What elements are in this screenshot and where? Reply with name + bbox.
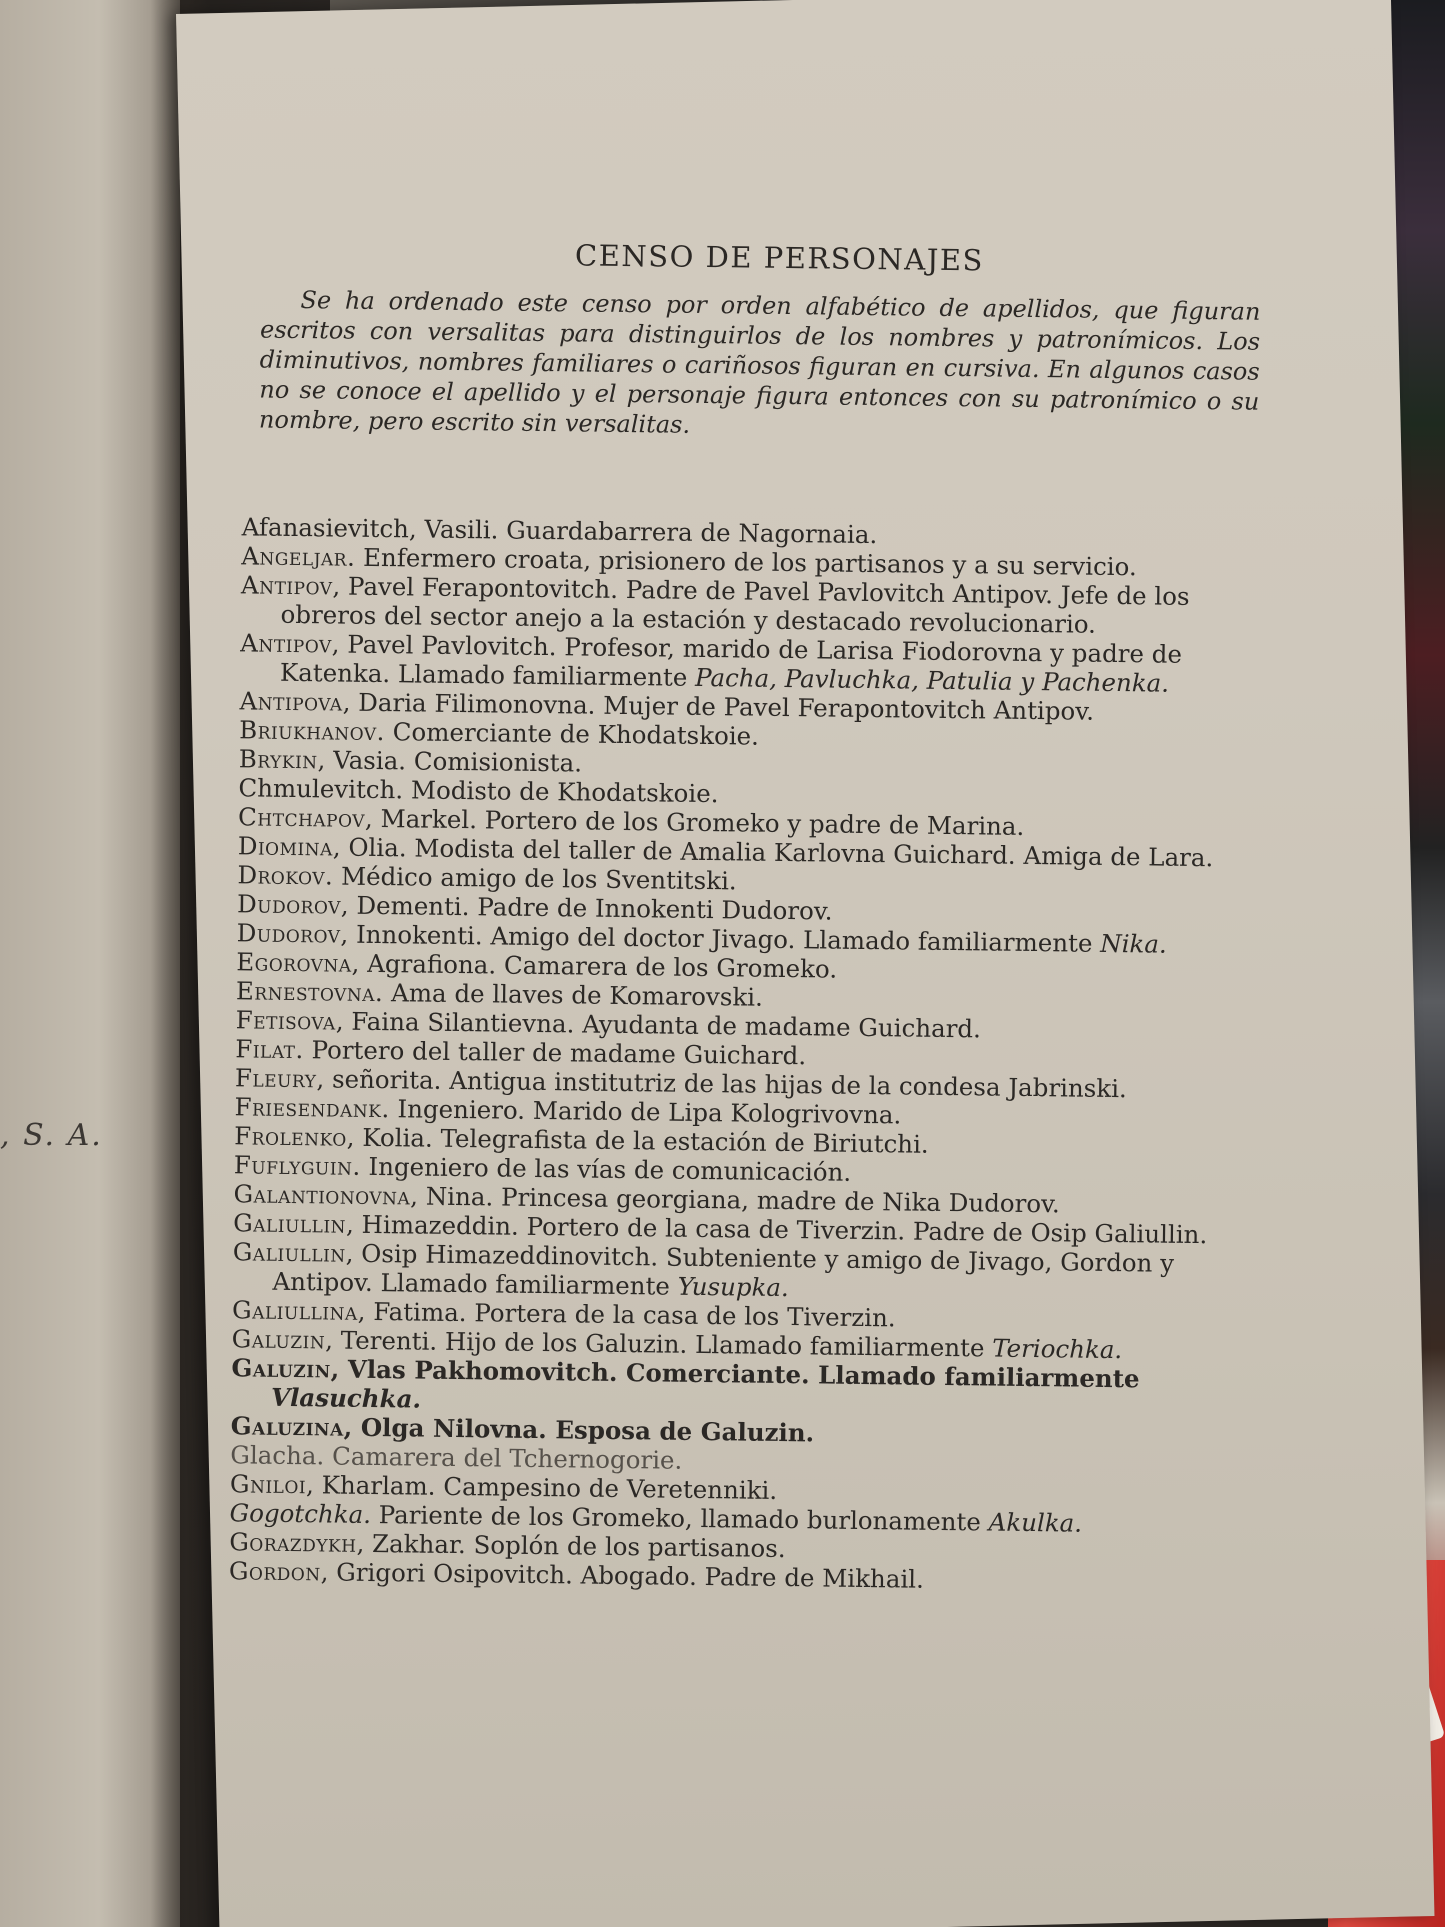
entry-surname: Angeljar. <box>241 541 356 572</box>
entry-name: , Markel. <box>364 803 478 835</box>
entry-surname: Galiullin <box>232 1237 346 1268</box>
entry-description: Modisto de Khodatskoie. <box>403 775 719 809</box>
entry-name: , Daria Filimonovna. <box>342 687 596 720</box>
entry-surname: Gordon <box>228 1556 321 1587</box>
entry-description: Campesino de Veretenniki. <box>435 1471 778 1505</box>
entry-nickname: Vlasuchka. <box>270 1382 422 1414</box>
entry-italic-name: Gogotchka. <box>229 1498 372 1529</box>
entry-name: , Faina Silantievna. <box>335 1006 575 1039</box>
entry-description: Enfermero croata, prisionero de los partisanos y a su servicio. <box>355 542 1137 582</box>
entry-surname: Gorazdykh <box>229 1527 357 1558</box>
entry-name: Glacha. <box>230 1440 325 1471</box>
entry-surname: Briukhanov. <box>239 715 386 747</box>
entry-name: , Innokenti. <box>340 919 483 951</box>
entry-name: , Olia. <box>332 832 407 863</box>
entry-surname: Antipova <box>239 686 343 717</box>
entry-description: Comerciante de Khodatskoie. <box>384 717 760 751</box>
character-list <box>229 512 1242 1597</box>
entry-description: Soplón de los partisanos. <box>465 1530 786 1564</box>
entry-description: Médico amigo de los Sventitski. <box>333 861 737 896</box>
page-title: CENSO DE PERSONAJES <box>574 238 985 278</box>
entry-surname: Galuzin <box>231 1324 326 1355</box>
entry-name: , señorita. <box>316 1064 442 1095</box>
entry-name: , Kolia. <box>346 1122 433 1153</box>
entry-description: Portera de la casa de los Tiverzin. <box>466 1298 896 1333</box>
entry-description: Ingeniero. Marido de Lipa Kologrivovna. <box>389 1094 902 1130</box>
entry-surname: Gniloi <box>229 1469 307 1500</box>
entry-description: Profesor, marido de Larisa Fiodorovna y padre de Katenka. Llamado familiarmente <box>279 632 1183 692</box>
entry-description: Telegrafista de la estación de Biriutchi. <box>432 1123 929 1159</box>
intro-paragraph: Se ha ordenado este censo por orden alfabético de apellidos, que figuran escritos con versalitas para distinguirlos de los nombres y patronímicos. Los diminutivos, nombres familiares o cariñosos figuran en cursiva. En algunos casos no se conoce el apellido y el personaje figura entonces con su patronímico o su nombre, pero escrito sin versalitas. <box>258 286 1261 439</box>
book-page <box>176 0 1434 1927</box>
entry-surname: Galiullin <box>233 1208 347 1239</box>
entry-nickname: Nika. <box>1100 928 1167 959</box>
entry-description: Ama de llaves de Komarovski. <box>383 978 764 1012</box>
entry-nickname: Pacha, Pavluchka, Patulia y Pachenka. <box>694 662 1170 698</box>
entry-name: , Olga Nilovna. <box>343 1412 547 1445</box>
entry-name: , Vlas Pakhomovitch. <box>330 1354 618 1387</box>
entry-description: Antigua institutriz de las hijas de la condesa Jabrinski. <box>441 1065 1127 1104</box>
entry-surname: Drokov. <box>237 860 334 891</box>
entry-description: Ayudanta de madame Guichard. <box>574 1009 982 1044</box>
entry-name: , Osip Himazeddinovitch. <box>345 1238 659 1272</box>
entry-description: Portero de la casa de Tiverzin. Padre de Osip Galiullin. <box>518 1211 1208 1250</box>
entry-surname: Diomina <box>237 831 334 862</box>
entry-description: Comerciante. Llamado familiarmente <box>617 1357 1140 1394</box>
entry-name: , Pavel Pavlovitch. <box>331 629 557 662</box>
entry-nickname: Yusupka. <box>677 1271 789 1303</box>
entry-description: Guardabarrera de Nagornaia. <box>498 515 878 550</box>
entry-description: Ingeniero de las vías de comunicación. <box>360 1151 852 1187</box>
entry-description: Esposa de Galuzin. <box>546 1415 815 1448</box>
entry-name: , Pavel Ferapontovitch. <box>332 571 619 604</box>
entry-surname: Antipov <box>240 628 332 659</box>
entry-name: , Agrafiona. <box>351 948 497 980</box>
entry-surname: Fetisova <box>235 1005 336 1036</box>
entry-description: Abogado. Padre de Mikhail. <box>572 1560 925 1594</box>
entry-surname: Friesendank. <box>234 1092 390 1124</box>
entry-name: , Vasia. <box>317 745 407 776</box>
entry-description: Amigo del doctor Jivago. Llamado familiarmente <box>482 921 1101 958</box>
entry-surname: Frolenko <box>234 1121 347 1152</box>
entry-surname: Chtchapov <box>237 802 366 833</box>
entry-surname: Galantionovna <box>233 1179 411 1211</box>
entry-surname: Antipov <box>240 570 333 601</box>
entry-nickname: Akulka. <box>988 1507 1083 1538</box>
entry-name: , Kharlam. <box>305 1470 436 1501</box>
entry-description: Mujer de Pavel Ferapontovitch Antipov. <box>595 690 1095 726</box>
left-page-fragment: , S. A. <box>0 1118 103 1153</box>
entry-description: Camarera de los Gromeko. <box>496 950 838 984</box>
entry-name: , Fatima. <box>357 1296 467 1328</box>
entry-surname: Galuzin <box>231 1353 331 1384</box>
entry-surname: Ernestovna. <box>235 976 384 1008</box>
page-text-block <box>228 12 1261 1594</box>
entry-surname: Brykin <box>238 744 318 775</box>
entry-name: , Himazeddin. <box>345 1209 520 1241</box>
entry-description: Padre de Innokenti Dudorov. <box>469 892 833 926</box>
entry-description: Pariente de los Gromeko, llamado burlonamente <box>370 1499 989 1537</box>
entry-description: Comisionista. <box>405 746 583 778</box>
entry-name: , Terenti. <box>325 1325 438 1356</box>
entry-description: Modista del taller de Amalia Karlovna Guichard. Amiga de Lara. <box>406 833 1214 873</box>
entry-surname: Egorovna <box>236 947 352 978</box>
entry-surname: Dudorov <box>236 889 342 920</box>
entry-name: , Zakhar. <box>356 1528 466 1560</box>
entry-surname: Galiullina <box>231 1295 358 1326</box>
entry-description: Portero del taller de madame Guichard. <box>303 1035 807 1071</box>
entry-name: , Grigori Osipovitch. <box>320 1557 574 1590</box>
entry-name: , Nina. <box>410 1181 494 1212</box>
entry-surname: Dudorov <box>236 918 341 949</box>
entry-surname: Fuflyguin. <box>233 1150 361 1181</box>
entry-surname: Fleury <box>234 1063 317 1094</box>
entry-description: Portero de los Gromeko y padre de Marina. <box>476 805 1025 841</box>
entry-description: Subteniente y amigo de Jivago, Gordon y Antipov. Llamado familiarmente <box>272 1242 1175 1301</box>
entry-nickname: Teriochka. <box>992 1333 1123 1365</box>
entry-name: Chmulevitch. <box>238 773 404 805</box>
entry-description: Padre de Pavel Pavlovitch Antipov. Jefe de los obreros del sector anejo a la estación y destacado revolucionario. <box>280 574 1190 639</box>
entry-description: Princesa georgiana, madre de Nika Dudorov. <box>493 1182 1060 1219</box>
entry-name: , Dementi. <box>340 890 470 922</box>
entry-description: Hijo de los Galuzin. Llamado familiarmente <box>437 1326 993 1363</box>
entry-surname: Galuzina <box>230 1411 344 1442</box>
entry-description: Camarera del Tchernogorie. <box>324 1441 683 1475</box>
entry-name: Afanasievitch, Vasili. <box>241 512 499 545</box>
entry-surname: Filat. <box>235 1034 304 1065</box>
